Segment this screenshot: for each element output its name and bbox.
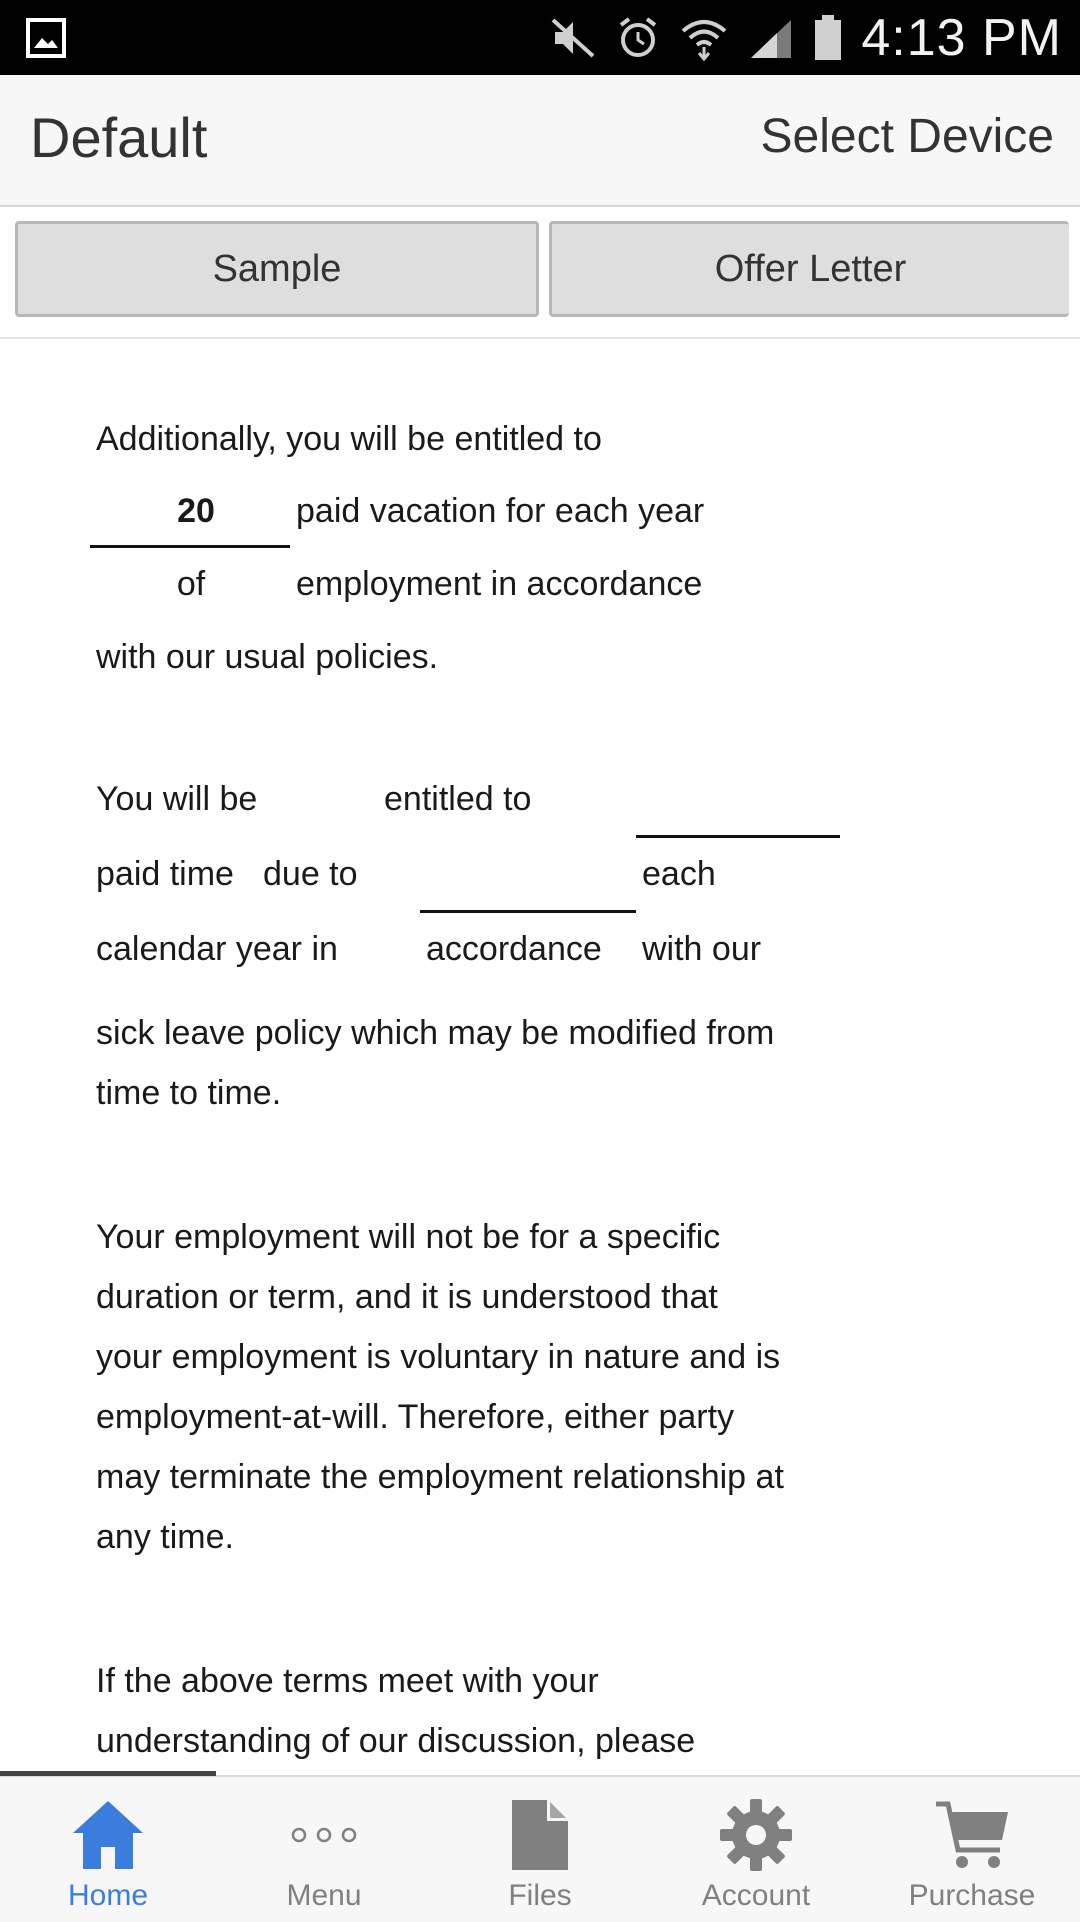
field-underline [90,545,290,548]
doc-text: Additionally, you will be entitled to [96,420,602,458]
doc-text: each [642,855,716,893]
nav-label: Home [67,1879,149,1912]
gear-icon [648,1791,864,1879]
tab-offer-letter[interactable]: Offer Letter [549,221,1069,317]
page-title: Default [30,106,208,169]
doc-text: understanding of our discussion, please [96,1722,696,1760]
doc-text: with our [642,930,762,968]
nav-label: Files [508,1879,572,1912]
bottom-nav [0,1775,1080,1922]
doc-text: of [176,565,206,603]
doc-text: paid time [96,855,234,893]
nav-label: Purchase [908,1879,1036,1912]
nav-menu[interactable] [216,1777,432,1922]
nav-home[interactable] [0,1777,216,1922]
doc-text: your employment is voluntary in nature and is [96,1338,781,1376]
vacation-days-field[interactable]: 20 [177,492,215,530]
status-bar [0,0,1080,75]
doc-text: any time. [96,1518,234,1556]
doc-text: accordance [426,930,602,968]
cart-icon [864,1791,1080,1879]
mute-icon [549,16,597,60]
doc-text: Your employment will not be for a specific [96,1218,721,1256]
doc-text: duration or term, and it is understood that [96,1278,718,1316]
doc-text: calendar year in [96,930,338,968]
active-tab-indicator [0,1771,216,1776]
signal-icon [747,16,795,60]
home-icon [0,1791,216,1879]
select-device-button[interactable]: Select Device [760,110,1054,163]
app-header [0,75,1080,207]
sick-reason-field[interactable] [420,910,636,913]
doc-text: sick leave policy which may be modified from [96,1014,775,1052]
doc-text: paid vacation for each year [296,492,705,530]
doc-text: You will be [96,780,258,818]
battery-icon [813,14,843,62]
tab-sample[interactable]: Sample [15,221,539,317]
doc-text: due to [263,855,358,893]
alarm-icon [615,15,661,61]
doc-text: employment in accordance [296,565,703,603]
wifi-icon [679,15,729,61]
nav-files[interactable] [432,1777,648,1922]
doc-text: If the above terms meet with your [96,1662,599,1700]
doc-text: with our usual policies. [96,638,439,676]
more-icon [216,1791,432,1879]
doc-text: may terminate the employment relationship at [96,1458,784,1496]
doc-text: entitled to [384,780,532,818]
nav-account[interactable] [648,1777,864,1922]
clock: 4:13 PM [861,9,1062,67]
nav-label: Menu [286,1879,362,1912]
nav-label: Account [701,1879,811,1912]
file-icon [432,1791,648,1879]
gallery-notification-icon [26,18,66,58]
template-tabs [0,207,1080,339]
doc-text: time to time. [96,1074,282,1112]
nav-purchase[interactable] [864,1777,1080,1922]
sick-days-field[interactable] [636,835,840,838]
doc-text: employment-at-will. Therefore, either party [96,1398,735,1436]
